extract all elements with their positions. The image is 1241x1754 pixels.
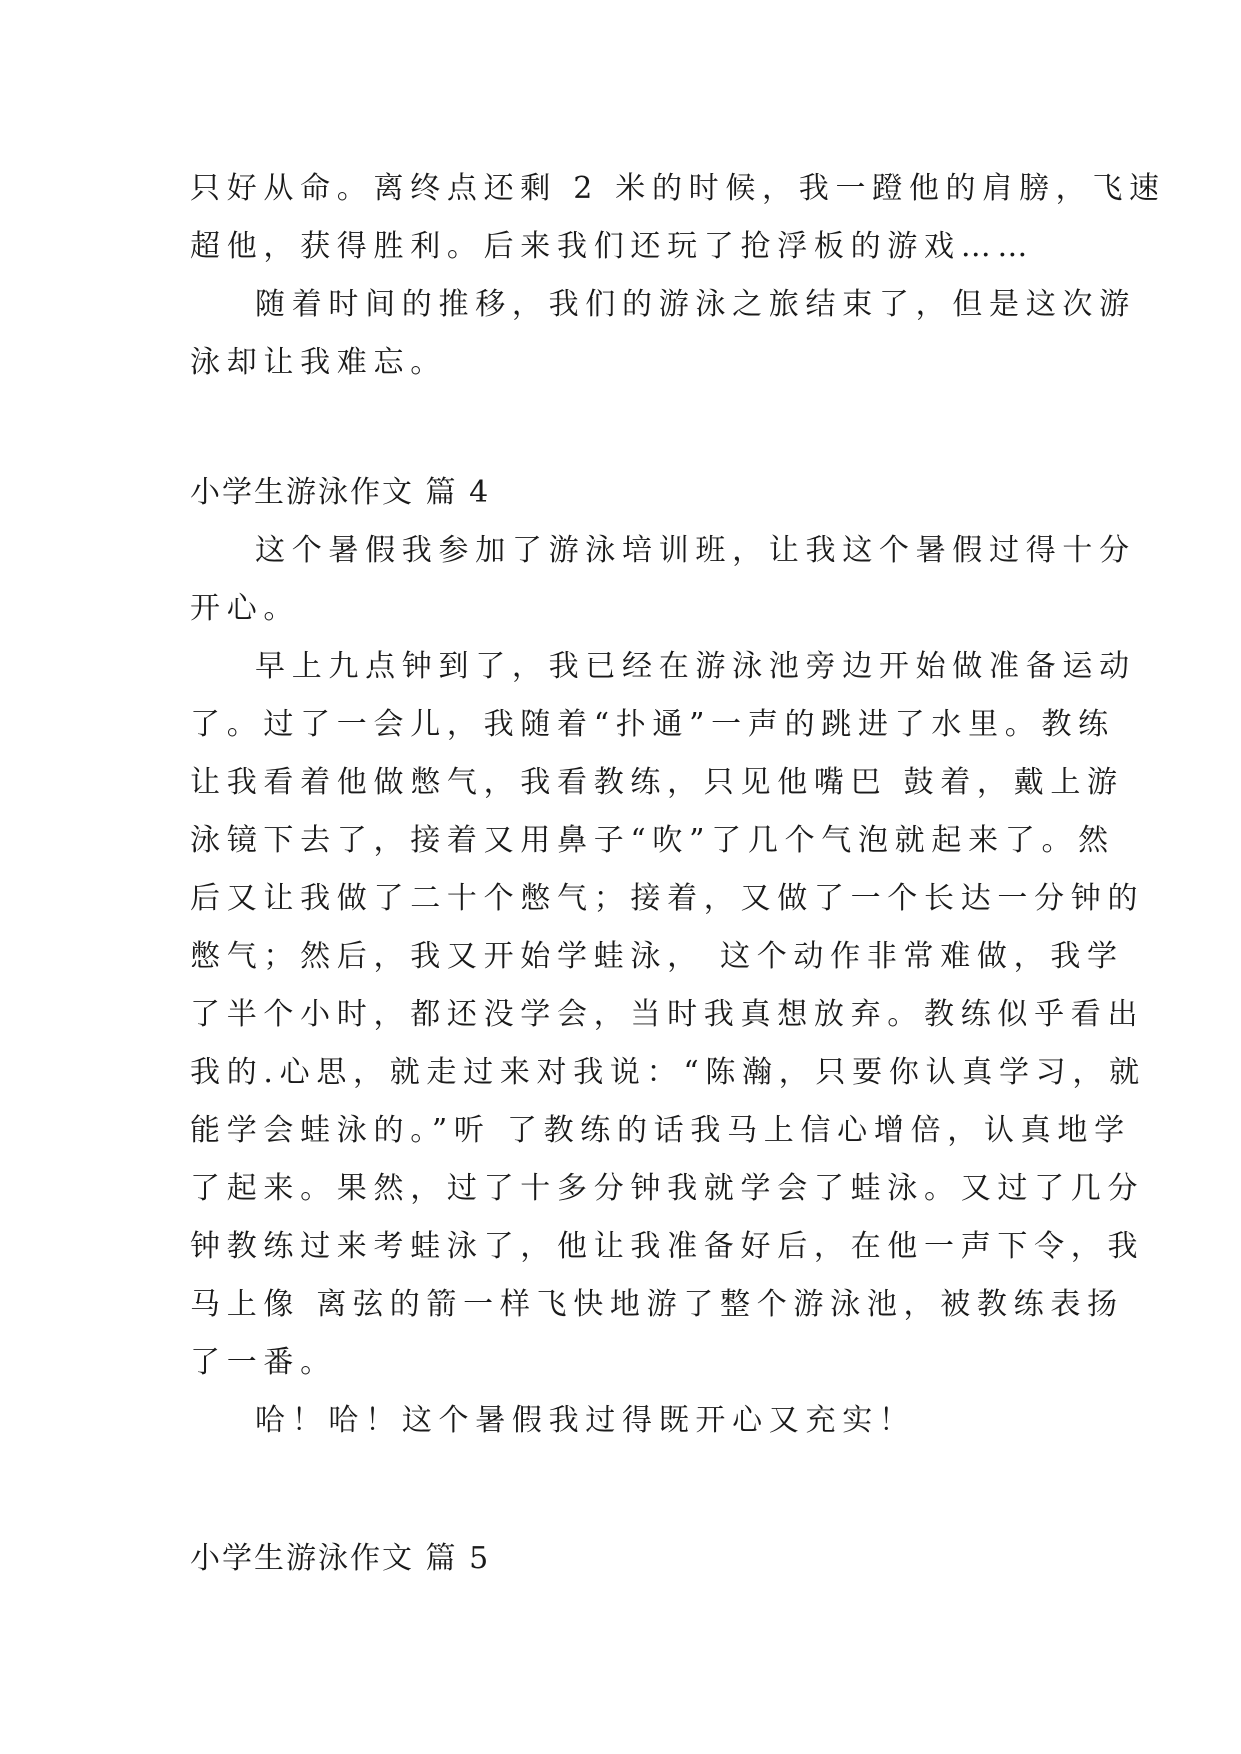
text-line: 让我看着他做憋气，我看教练，只见他嘴巴 鼓着，戴上游 xyxy=(190,765,1124,800)
text-line: 早上九点钟到了，我已经在游泳池旁边开始做准备运动 xyxy=(255,649,1136,684)
section-heading: 小学生游泳作文 篇 4 xyxy=(190,475,491,510)
section-3-tail xyxy=(190,160,1166,392)
text-line: 马上像 离弦的箭一样飞快地游了整个游泳池，被教练表扬 xyxy=(190,1287,1124,1322)
text-line: 我的.心思，就走过来对我说：“陈瀚，只要你认真学习，就 xyxy=(190,1055,1146,1090)
text-line: 了起来。果然，过了十多分钟我就学会了蛙泳。又过了几分 xyxy=(190,1171,1145,1206)
text-line: 泳却让我难忘。 xyxy=(190,345,447,380)
paragraph xyxy=(190,638,1146,1392)
text-line: 超他，获得胜利。后来我们还玩了抢浮板的游戏…… xyxy=(190,229,1035,264)
text-line: 随着时间的推移，我们的游泳之旅结束了，但是这次游 xyxy=(255,287,1136,322)
section-heading: 小学生游泳作文 篇 5 xyxy=(190,1541,491,1576)
text-line: 哈！哈！这个暑假我过得既开心又充实！ xyxy=(255,1403,916,1438)
text-line: 泳镜下去了，接着又用鼻子“吹”了几个气泡就起来了。然 xyxy=(190,823,1115,858)
text-line: 了一番。 xyxy=(190,1345,337,1380)
text-line: 钟教练过来考蛙泳了，他让我准备好后，在他一声下令，我 xyxy=(190,1229,1145,1264)
paragraph xyxy=(190,276,1136,392)
text-line: 憋气；然后，我又开始学蛙泳， 这个动作非常难做，我学 xyxy=(190,939,1124,974)
text-line: 这个暑假我参加了游泳培训班，让我这个暑假过得十分 xyxy=(255,533,1136,568)
section-4 xyxy=(190,464,1146,1450)
paragraph xyxy=(190,522,1136,638)
section-5 xyxy=(190,1530,1050,1588)
text-line: 只好从命。离终点还剩 2 米的时候，我一蹬他的肩膀，飞速 xyxy=(190,171,1166,206)
paragraph xyxy=(190,1392,1050,1450)
text-line: 后又让我做了二十个憋气；接着，又做了一个长达一分钟的 xyxy=(190,881,1145,916)
text-line: 能学会蛙泳的。”听 了教练的话我马上信心增倍，认真地学 xyxy=(190,1113,1131,1148)
text-line: 开心。 xyxy=(190,591,301,626)
text-line: 了半个小时，都还没学会，当时我真想放弃。教练似乎看出 xyxy=(190,997,1145,1032)
document-page xyxy=(190,160,1166,1588)
paragraph xyxy=(190,160,1166,276)
text-line: 了。过了一会儿，我随着“扑通”一声的跳进了水里。教练 xyxy=(190,707,1115,742)
